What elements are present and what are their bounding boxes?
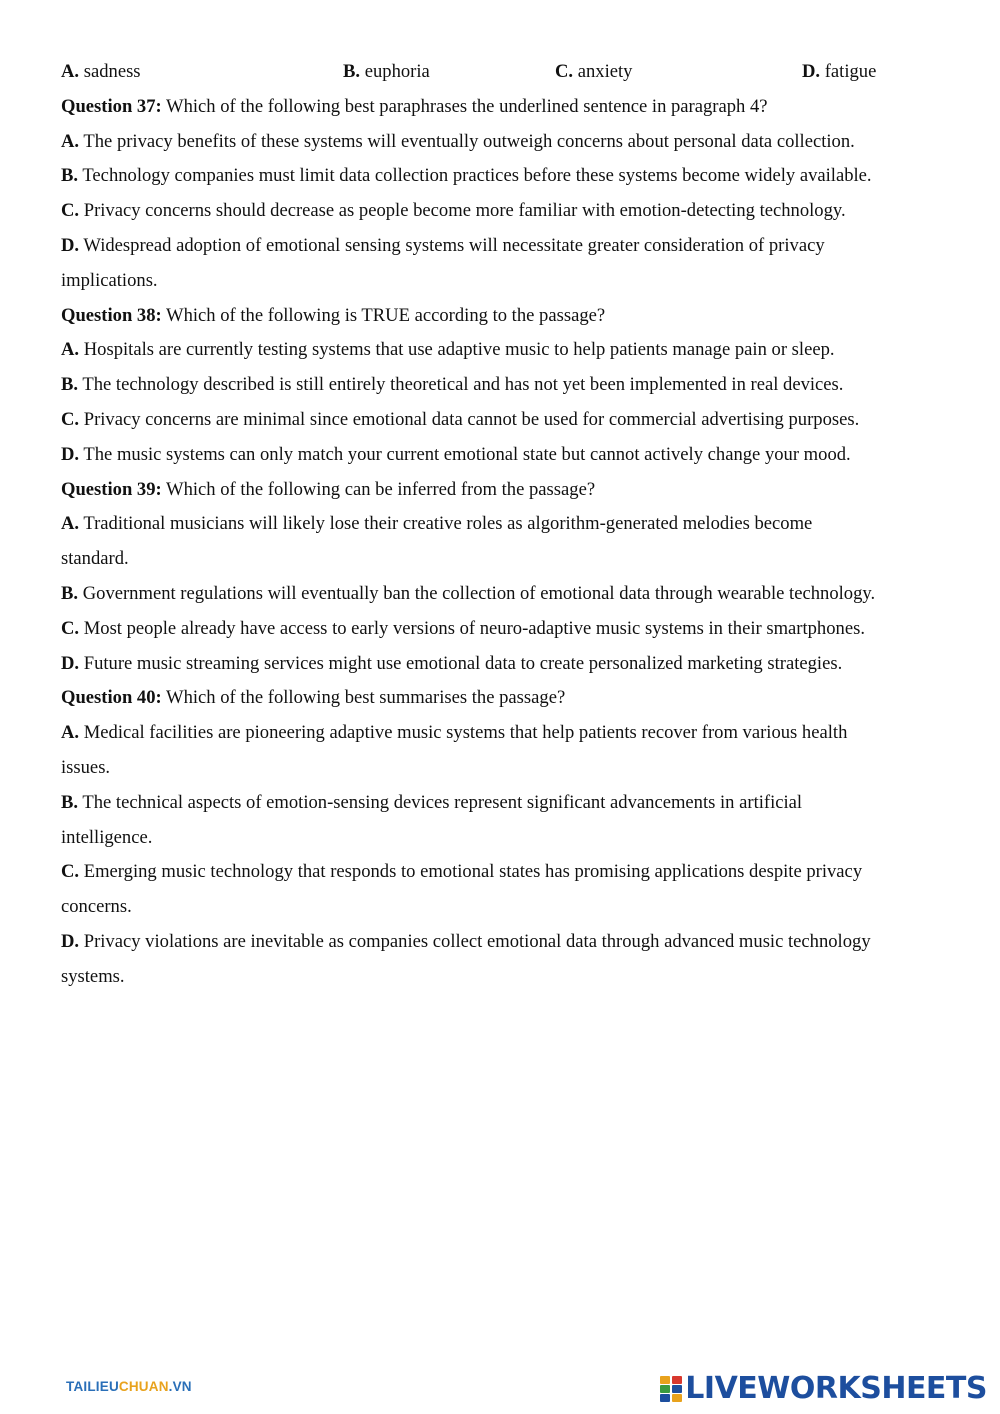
q37-option-d[interactable]: D. Widespread adoption of emotional sensing systems will necessitate greater consideration of privacy implications. <box>61 234 825 291</box>
liveworksheets-icon <box>660 1376 682 1402</box>
q38-option-a[interactable]: A. Hospitals are currently testing systems that use adaptive music to help patients manage pain or sleep. <box>61 339 835 361</box>
worksheet-content <box>61 55 946 995</box>
question-37: Question 37: Which of the following best paraphrases the underlined sentence in paragraph 4? <box>61 95 768 117</box>
question-39: Question 39: Which of the following can be inferred from the passage? <box>61 478 596 500</box>
q40-option-a[interactable]: A. Medical facilities are pioneering adaptive music systems that help patients recover from various health issues. <box>61 722 848 778</box>
liveworksheets-wordmark: LIVEWORKSHEETS <box>685 1371 987 1406</box>
q37-option-c[interactable]: C. Privacy concerns should decrease as people become more familiar with emotion-detecting technology. <box>61 200 846 222</box>
q38-option-b[interactable]: B. The technology described is still entirely theoretical and has not yet been implemented in real devices. <box>61 374 844 396</box>
q40-option-b[interactable]: B. The technical aspects of emotion-sensing devices represent significant advancements in artificial intelligence. <box>61 791 803 848</box>
q38-option-c[interactable]: C. Privacy concerns are minimal since emotional data cannot be used for commercial advertising purposes. <box>61 408 860 430</box>
question-38: Question 38: Which of the following is TRUE according to the passage? <box>61 304 606 326</box>
q37-option-b[interactable]: B. Technology companies must limit data collection practices before these systems become widely available. <box>61 165 872 187</box>
option-d[interactable]: D. fatigue <box>802 61 877 82</box>
q40-option-c[interactable]: C. Emerging music technology that responds to emotional states has promising applications despite privacy concerns. <box>61 861 863 918</box>
q39-option-c[interactable]: C. Most people already have access to early versions of neuro-adaptive music systems in their smartphones. <box>61 617 865 639</box>
option-b[interactable]: B. euphoria <box>343 61 430 82</box>
q39-option-d[interactable]: D. Future music streaming services might use emotional data to create personalized marketing strategies. <box>61 652 843 674</box>
q39-option-b[interactable]: B. Government regulations will eventually ban the collection of emotional data through wearable technology. <box>61 582 876 604</box>
q38-option-d[interactable]: D. The music systems can only match your current emotional state but cannot actively change your mood. <box>61 443 851 465</box>
liveworksheets-logo[interactable] <box>660 1372 987 1406</box>
q39-option-a[interactable]: A. Traditional musicians will likely lose their creative roles as algorithm-generated melodies become standard. <box>61 513 813 570</box>
q40-option-d[interactable]: D. Privacy violations are inevitable as companies collect emotional data through advanced music technology systems. <box>61 930 871 987</box>
tailieuchuan-logo[interactable]: TAILIEUCHUAN.VN <box>66 1379 192 1394</box>
option-a[interactable]: A. sadness <box>61 61 141 82</box>
q37-option-a[interactable]: A. The privacy benefits of these systems will eventually outweigh concerns about personal data collection. <box>61 130 855 152</box>
option-c[interactable]: C. anxiety <box>555 61 633 82</box>
answer-options-q36 <box>61 55 946 90</box>
question-40: Question 40: Which of the following best summarises the passage? <box>61 687 566 709</box>
